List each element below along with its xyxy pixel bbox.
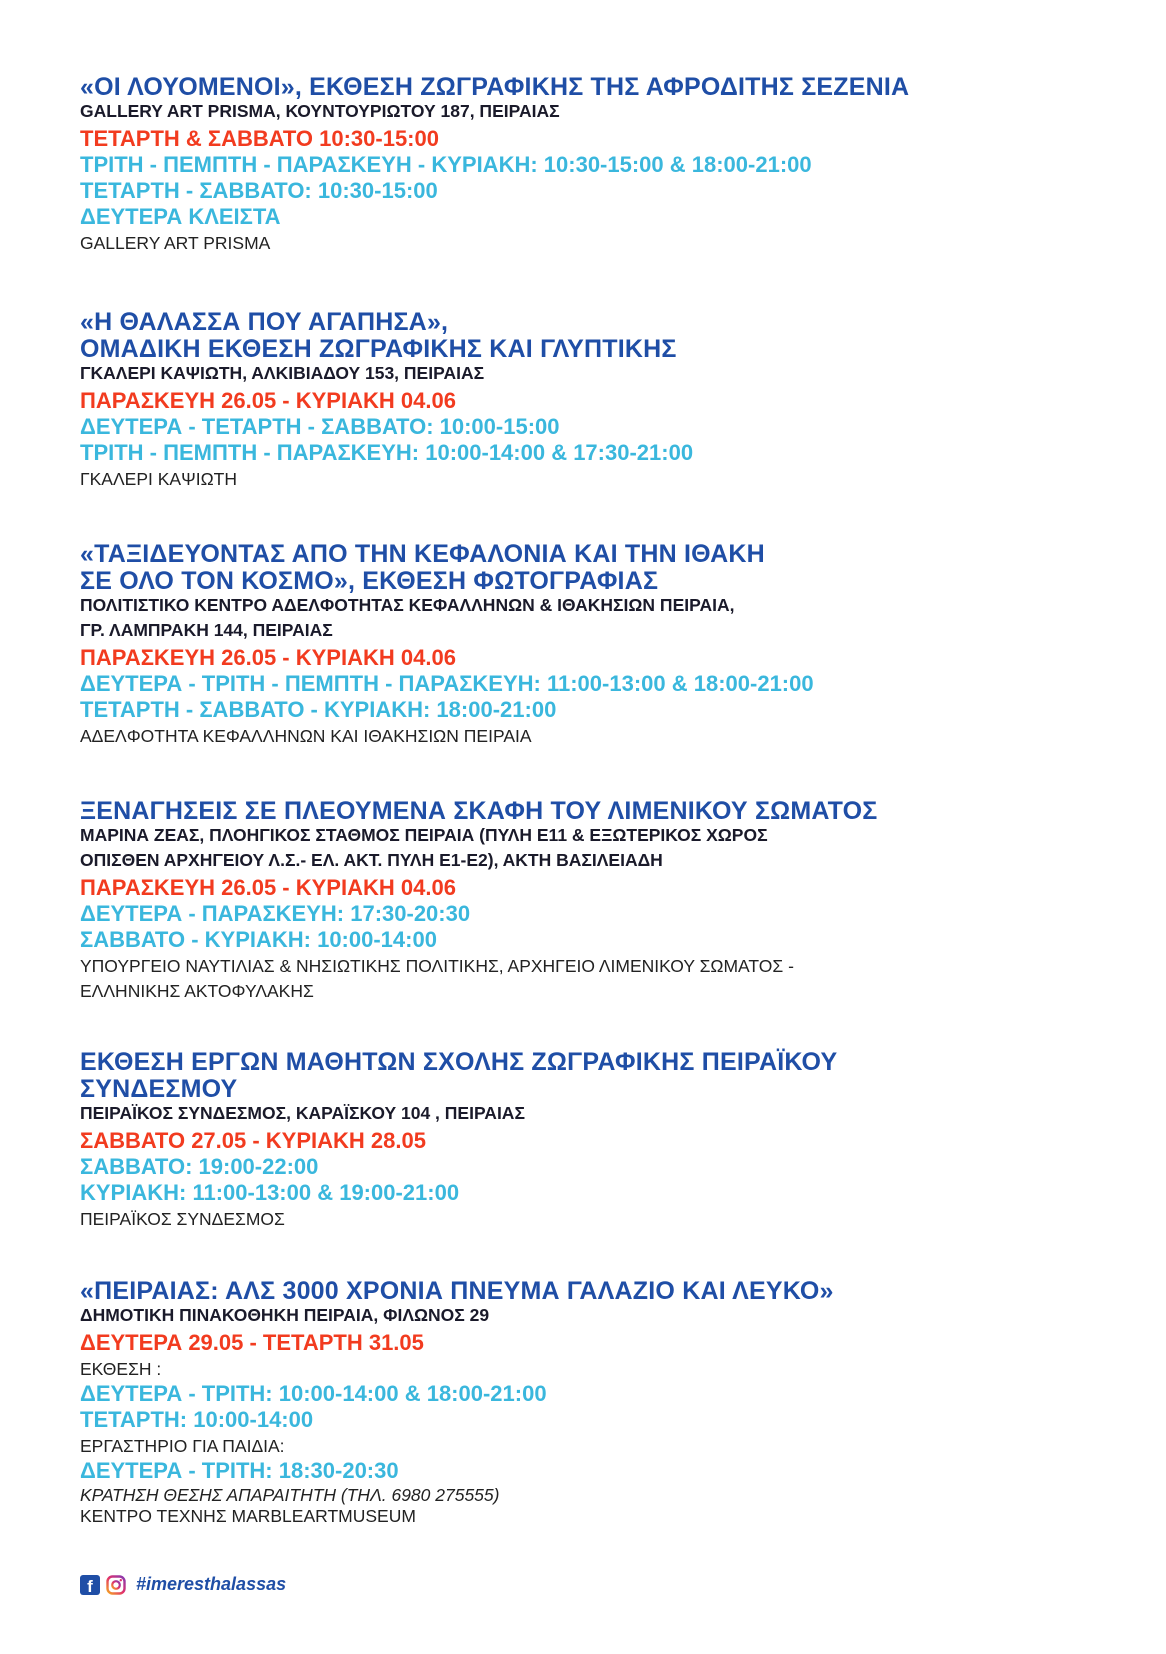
event-hours: ΔΕΥΤΕΡΑ - ΠΑΡΑΣΚΕΥΗ: 17:30-20:30 (80, 901, 471, 926)
event-venue: ΔΗΜΟΤΙΚΗ ΠΙΝΑΚΟΘΗΚΗ ΠΕΙΡΑΙΑ, ΦΙΛΩΝΟΣ 29 (80, 1305, 490, 1325)
event-organizer: ΓΚΑΛΕΡΙ ΚΑΨΙΩΤΗ (80, 469, 237, 489)
event-2 (80, 310, 1100, 492)
event-hours: ΚΥΡΙΑΚΗ: 11:00-13:00 & 19:00-21:00 (80, 1180, 460, 1205)
event-hours: ΤΕΤΑΡΤΗ - ΣΑΒΒΑΤΟ - ΚΥΡΙΑΚΗ: 18:00-21:00 (80, 697, 557, 722)
instagram-icon[interactable] (106, 1575, 126, 1595)
event-hours: ΣΑΒΒΑΤΟ: 19:00-22:00 (80, 1154, 319, 1179)
event-title: «ΠΕΙΡΑΙΑΣ: ΑΛΣ 3000 ΧΡΟΝΙΑ ΠΝΕΥΜΑ ΓΑΛΑΖΙΟ ΚΑΙ ΛΕΥΚΟ» (80, 1277, 834, 1305)
event-dates: ΣΑΒΒΑΤΟ 27.05 - ΚΥΡΙΑΚΗ 28.05 (80, 1128, 426, 1153)
event-title: ΟΜΑΔΙΚΗ ΕΚΘΕΣΗ ΖΩΓΡΑΦΙΚΗΣ ΚΑΙ ΓΛΥΠΤΙΚΗΣ (80, 335, 677, 363)
event-organizer: ΕΛΛΗΝΙΚΗΣ ΑΚΤΟΦΥΛΑΚΗΣ (80, 981, 314, 1001)
event-venue: ΓΚΑΛΕΡΙ ΚΑΨΙΩΤΗ, ΑΛΚΙΒΙΑΔΟΥ 153, ΠΕΙΡΑΙΑΣ (80, 363, 485, 383)
event-dates: ΠΑΡΑΣΚΕΥΗ 26.05 - ΚΥΡΙΑΚΗ 04.06 (80, 388, 456, 413)
event-dates: ΔΕΥΤΕΡΑ 29.05 - ΤΕΤΑΡΤΗ 31.05 (80, 1330, 424, 1355)
event-organizer: ΥΠΟΥΡΓΕΙΟ ΝΑΥΤΙΛΙΑΣ & ΝΗΣΙΩΤΙΚΗΣ ΠΟΛΙΤΙΚΗΣ, ΑΡΧΗΓΕΙΟ ΛΙΜΕΝΙΚΟΥ ΣΩΜΑΤΟΣ - (80, 956, 794, 976)
event-hours: ΔΕΥΤΕΡΑ - ΤΡΙΤΗ - ΠΕΜΠΤΗ - ΠΑΡΑΣΚΕΥΗ: 11:00-13:00 & 18:00-21:00 (80, 671, 814, 696)
event-organizer: GALLERY ART PRISMA (80, 233, 271, 253)
event-1 (80, 75, 1100, 256)
event-title: ΣΥΝΔΕΣΜΟΥ (80, 1075, 238, 1103)
event-dates: ΠΑΡΑΣΚΕΥΗ 26.05 - ΚΥΡΙΑΚΗ 04.06 (80, 645, 456, 670)
event-organizer: ΠΕΙΡΑΪΚΟΣ ΣΥΝΔΕΣΜΟΣ (80, 1209, 285, 1229)
event-dates: ΤΕΤΑΡΤΗ & ΣΑΒΒΑΤΟ 10:30-15:00 (80, 126, 439, 151)
event-title: ΣΕ ΟΛΟ ΤΟΝ ΚΟΣΜΟ», ΕΚΘΕΣΗ ΦΩΤΟΓΡΑΦΙΑΣ (80, 567, 659, 595)
exhibition-label: ΕΚΘΕΣΗ : (80, 1359, 162, 1379)
event-venue: ΜΑΡΙΝΑ ΖΕΑΣ, ΠΛΟΗΓΙΚΟΣ ΣΤΑΘΜΟΣ ΠΕΙΡΑΙΑ (ΠΥΛΗ Ε11 & ΕΞΩΤΕΡΙΚΟΣ ΧΩΡΟΣ (80, 825, 768, 845)
event-dates: ΠΑΡΑΣΚΕΥΗ 26.05 - ΚΥΡΙΑΚΗ 04.06 (80, 875, 456, 900)
event-venue: ΠΟΛΙΤΙΣΤΙΚΟ ΚΕΝΤΡΟ ΑΔΕΛΦΟΤΗΤΑΣ ΚΕΦΑΛΛΗΝΩΝ & ΙΘΑΚΗΣΙΩΝ ΠΕΙΡΑΙΑ, (80, 595, 735, 615)
event-venue: ΟΠΙΣΘΕΝ ΑΡΧΗΓΕΙΟΥ Λ.Σ.- ΕΛ. ΑΚΤ. ΠΥΛΗ Ε1-Ε2), ΑΚΤΗ ΒΑΣΙΛΕΙΑΔΗ (80, 850, 663, 870)
event-hours: ΔΕΥΤΕΡΑ ΚΛΕΙΣΤΑ (80, 204, 281, 229)
event-venue: ΠΕΙΡΑΪΚΟΣ ΣΥΝΔΕΣΜΟΣ, ΚΑΡΑΪΣΚΟΥ 104 , ΠΕΙΡΑΙΑΣ (80, 1103, 525, 1123)
event-4 (80, 799, 1100, 1004)
event-hours: ΣΑΒΒΑΤΟ - ΚΥΡΙΑΚΗ: 10:00-14:00 (80, 927, 437, 952)
event-hours: ΤΕΤΑΡΤΗ: 10:00-14:00 (80, 1407, 314, 1432)
event-hours: ΤΡΙΤΗ - ΠΕΜΠΤΗ - ΠΑΡΑΣΚΕΥΗ - ΚΥΡΙΑΚΗ: 10:30-15:00 & 18:00-21:00 (80, 152, 812, 177)
event-hours: ΤΡΙΤΗ - ΠΕΜΠΤΗ - ΠΑΡΑΣΚΕΥΗ: 10:00-14:00 & 17:30-21:00 (80, 440, 694, 465)
event-organizer: ΑΔΕΛΦΟΤΗΤΑ ΚΕΦΑΛΛΗΝΩΝ ΚΑΙ ΙΘΑΚΗΣΙΩΝ ΠΕΙΡΑΙΑ (80, 726, 532, 746)
reservation-note: ΚΡΑΤΗΣΗ ΘΕΣΗΣ ΑΠΑΡΑΙΤΗΤΗ (ΤΗΛ. 6980 275555) (80, 1485, 500, 1505)
event-title: «ΟΙ ΛΟΥΟΜΕΝΟΙ», ΕΚΘΕΣΗ ΖΩΓΡΑΦΙΚΗΣ ΤΗΣ ΑΦΡΟΔΙΤΗΣ ΣΕΖΕΝΙΑ (80, 73, 910, 101)
facebook-icon[interactable]: f (80, 1575, 100, 1595)
event-title: ΞΕΝΑΓΗΣΕΙΣ ΣΕ ΠΛΕΟΥΜΕΝΑ ΣΚΑΦΗ ΤΟΥ ΛΙΜΕΝΙΚΟΥ ΣΩΜΑΤΟΣ (80, 797, 878, 825)
event-title: «ΤΑΞΙΔΕΥΟΝΤΑΣ ΑΠΟ ΤΗΝ ΚΕΦΑΛΟΝΙΑ ΚΑΙ ΤΗΝ ΙΘΑΚΗ (80, 540, 765, 568)
event-hours: ΤΕΤΑΡΤΗ - ΣΑΒΒΑΤΟ: 10:30-15:00 (80, 178, 438, 203)
event-title: «Η ΘΑΛΑΣΣΑ ΠΟΥ ΑΓΑΠΗΣΑ», (80, 308, 449, 336)
social-footer (80, 1574, 286, 1595)
workshop-label: ΕΡΓΑΣΤΗΡΙΟ ΓΙΑ ΠΑΙΔΙΑ: (80, 1436, 285, 1456)
event-6 (80, 1279, 1100, 1533)
workshop-hours: ΔΕΥΤΕΡΑ - ΤΡΙΤΗ: 18:30-20:30 (80, 1458, 399, 1483)
event-hours: ΔΕΥΤΕΡΑ - ΤΕΤΑΡΤΗ - ΣΑΒΒΑΤΟ: 10:00-15:00 (80, 414, 560, 439)
event-venue: GALLERY ART PRISMA, ΚΟΥΝΤΟΥΡΙΩΤΟΥ 187, ΠΕΙΡΑΙΑΣ (80, 101, 560, 121)
event-3 (80, 542, 1100, 749)
event-hours: ΔΕΥΤΕΡΑ - ΤΡΙΤΗ: 10:00-14:00 & 18:00-21:00 (80, 1381, 547, 1406)
event-title: ΕΚΘΕΣΗ ΕΡΓΩΝ ΜΑΘΗΤΩΝ ΣΧΟΛΗΣ ΖΩΓΡΑΦΙΚΗΣ ΠΕΙΡΑΪΚΟΥ (80, 1048, 838, 1076)
event-organizer: ΚΕΝΤΡΟ ΤΕΧΝΗΣ MARBLEARTMUSEUM (80, 1506, 416, 1526)
event-venue: ΓΡ. ΛΑΜΠΡΑΚΗ 144, ΠΕΙΡΑΙΑΣ (80, 620, 333, 640)
event-5 (80, 1050, 1100, 1232)
hashtag-text: #imeresthalassas (136, 1574, 287, 1594)
